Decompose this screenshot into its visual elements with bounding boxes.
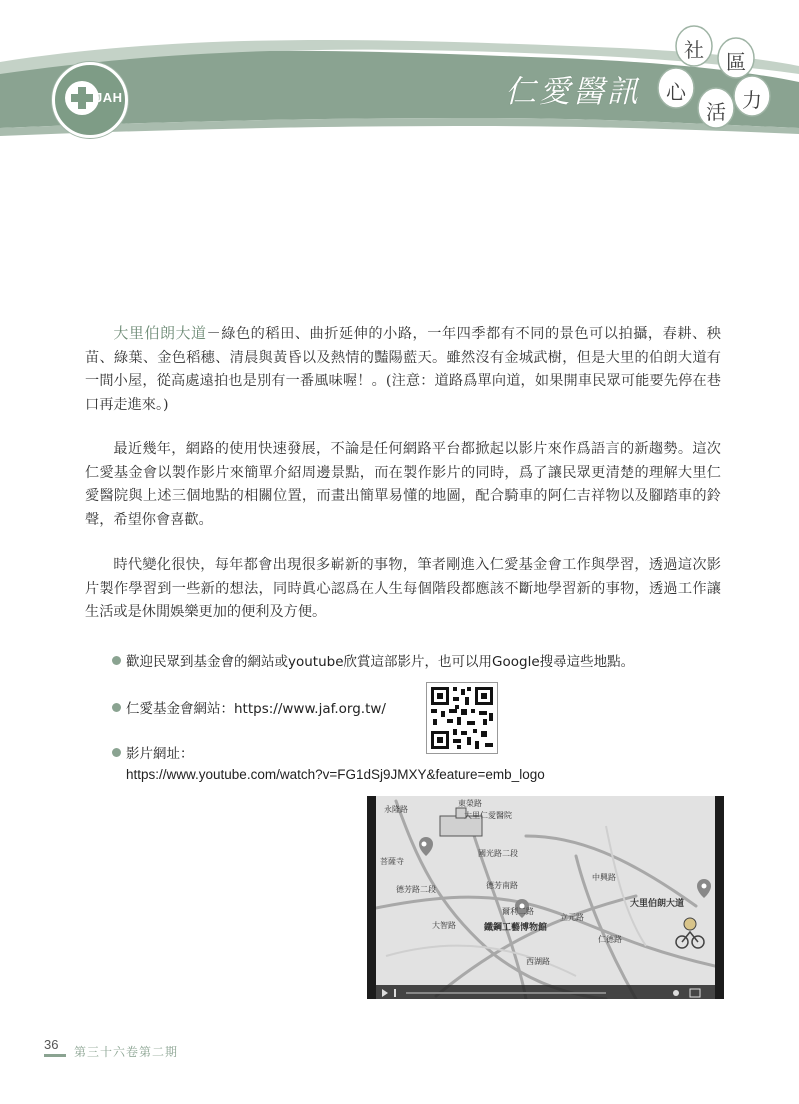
bullet-video-url (112, 742, 194, 762)
play-icon (382, 989, 388, 997)
petal-char-4: 活 (706, 100, 726, 124)
petal-char-3: 心 (666, 80, 686, 104)
petal-char-1: 社 (684, 38, 704, 62)
paragraph-1-text: －綠色的稻田、曲折延伸的小路，一年四季都有不同的景色可以拍攝，春耕、秧苗、綠葉、金色稻穗、清晨與黃昏以及熱情的豔陽藍天。雖然沒有金城武樹，但是大里的伯朗大道有一間小屋，從高處遠拍也是別有一番風味喔！。(注意：道路爲單向道，如果開車民眾可能要先停在巷口再走進來。) (85, 326, 721, 413)
logo-text: JAH (95, 90, 123, 105)
bullet-video-label: 影片網址： (126, 746, 194, 762)
qr-code-icon (427, 683, 497, 753)
bullet-website (112, 697, 386, 717)
map-label-road-3: 德芳路二段 (396, 885, 436, 894)
bullet-dot-icon (112, 656, 121, 665)
page-header (0, 0, 799, 150)
map-label-road-7: 爾利二路 (502, 907, 534, 916)
video-screenshot[interactable] (367, 796, 724, 999)
publication-title: 仁愛醫訊 (505, 74, 641, 110)
bullet-dot-icon (112, 703, 121, 712)
website-link[interactable]: 仁愛基金會網站：https://www.jaf.org.tw/ (126, 701, 386, 717)
map-label-hospital: 大里仁愛醫院 (464, 811, 512, 820)
map-label-road-4: 德芳南路 (486, 881, 518, 890)
qr-code (426, 682, 498, 754)
map-illustration (376, 796, 715, 999)
map-label-road-2: 永隆路 (384, 805, 408, 814)
page-number: 36 (44, 1037, 59, 1052)
petal-char-5: 力 (742, 88, 762, 112)
fullscreen-icon (690, 989, 700, 997)
map-label-road-9: 中興路 (592, 873, 616, 882)
map-label-museum: 鐵鋼工藝博物館 (484, 923, 548, 933)
map-label-road-1: 東榮路 (458, 799, 482, 808)
highlight-place-name: 大里伯朗大道 (113, 324, 207, 342)
bullet-youtube (112, 650, 634, 670)
header-wave-graphic (0, 0, 799, 150)
bullet-youtube-text: 歡迎民眾到基金會的網站或youtube欣賞這部影片，也可以用Google搜尋這些地點。 (126, 654, 635, 670)
paragraph-2: 最近幾年，網路的使用快速發展，不論是任何網路平台都掀起以影片來作爲語言的新趨勢。這次仁愛基金會以製作影片來簡單介紹周邊景點，而在製作影片的同時，爲了讓民眾更清楚的理解大里仁愛醫院與上述三個地點的相關位置，而畫出簡單易懂的地圖，配合騎車的阿仁吉祥物以及腳踏車的鈴聲，希望你會喜歡。 (85, 441, 721, 528)
settings-icon (673, 990, 679, 996)
video-control-bar[interactable] (376, 985, 715, 999)
video-url-link[interactable]: https://www.youtube.com/watch?v=FG1dSj9JMXY&feature=emb_logo (126, 767, 545, 782)
petal-char-2: 區 (726, 50, 746, 74)
map-label-road-11: 西湖路 (526, 957, 550, 966)
video-controls (376, 986, 715, 1000)
paragraph-1 (85, 322, 721, 417)
progress-track (406, 992, 606, 994)
map-label-road-8: 立元路 (560, 913, 584, 922)
next-icon (394, 989, 396, 997)
paragraph-3: 時代變化很快，每年都會出現很多嶄新的事物，筆者剛進入仁愛基金會工作與學習，透過這次影片製作學習到一些新的想法，同時眞心認爲在人生每個階段都應該不斷地學習新的事物，透過工作讓生活或是休閒娛樂更加的便利及方便。 (85, 557, 721, 620)
map-label-temple: 菩薩寺 (380, 857, 404, 866)
footer-accent-line (44, 1054, 66, 1057)
issue-label: 第三十六卷第二期 (74, 1045, 179, 1059)
bullet-dot-icon (112, 748, 121, 757)
map-label-road-5: 國光路二段 (478, 849, 518, 858)
map-label-road-10: 仁德路 (598, 935, 622, 944)
jah-logo (52, 62, 128, 138)
plus-icon (65, 81, 99, 115)
map-label-road-6: 大智路 (432, 921, 456, 930)
map-label-brown-avenue: 大里伯朗大道 (630, 899, 685, 909)
